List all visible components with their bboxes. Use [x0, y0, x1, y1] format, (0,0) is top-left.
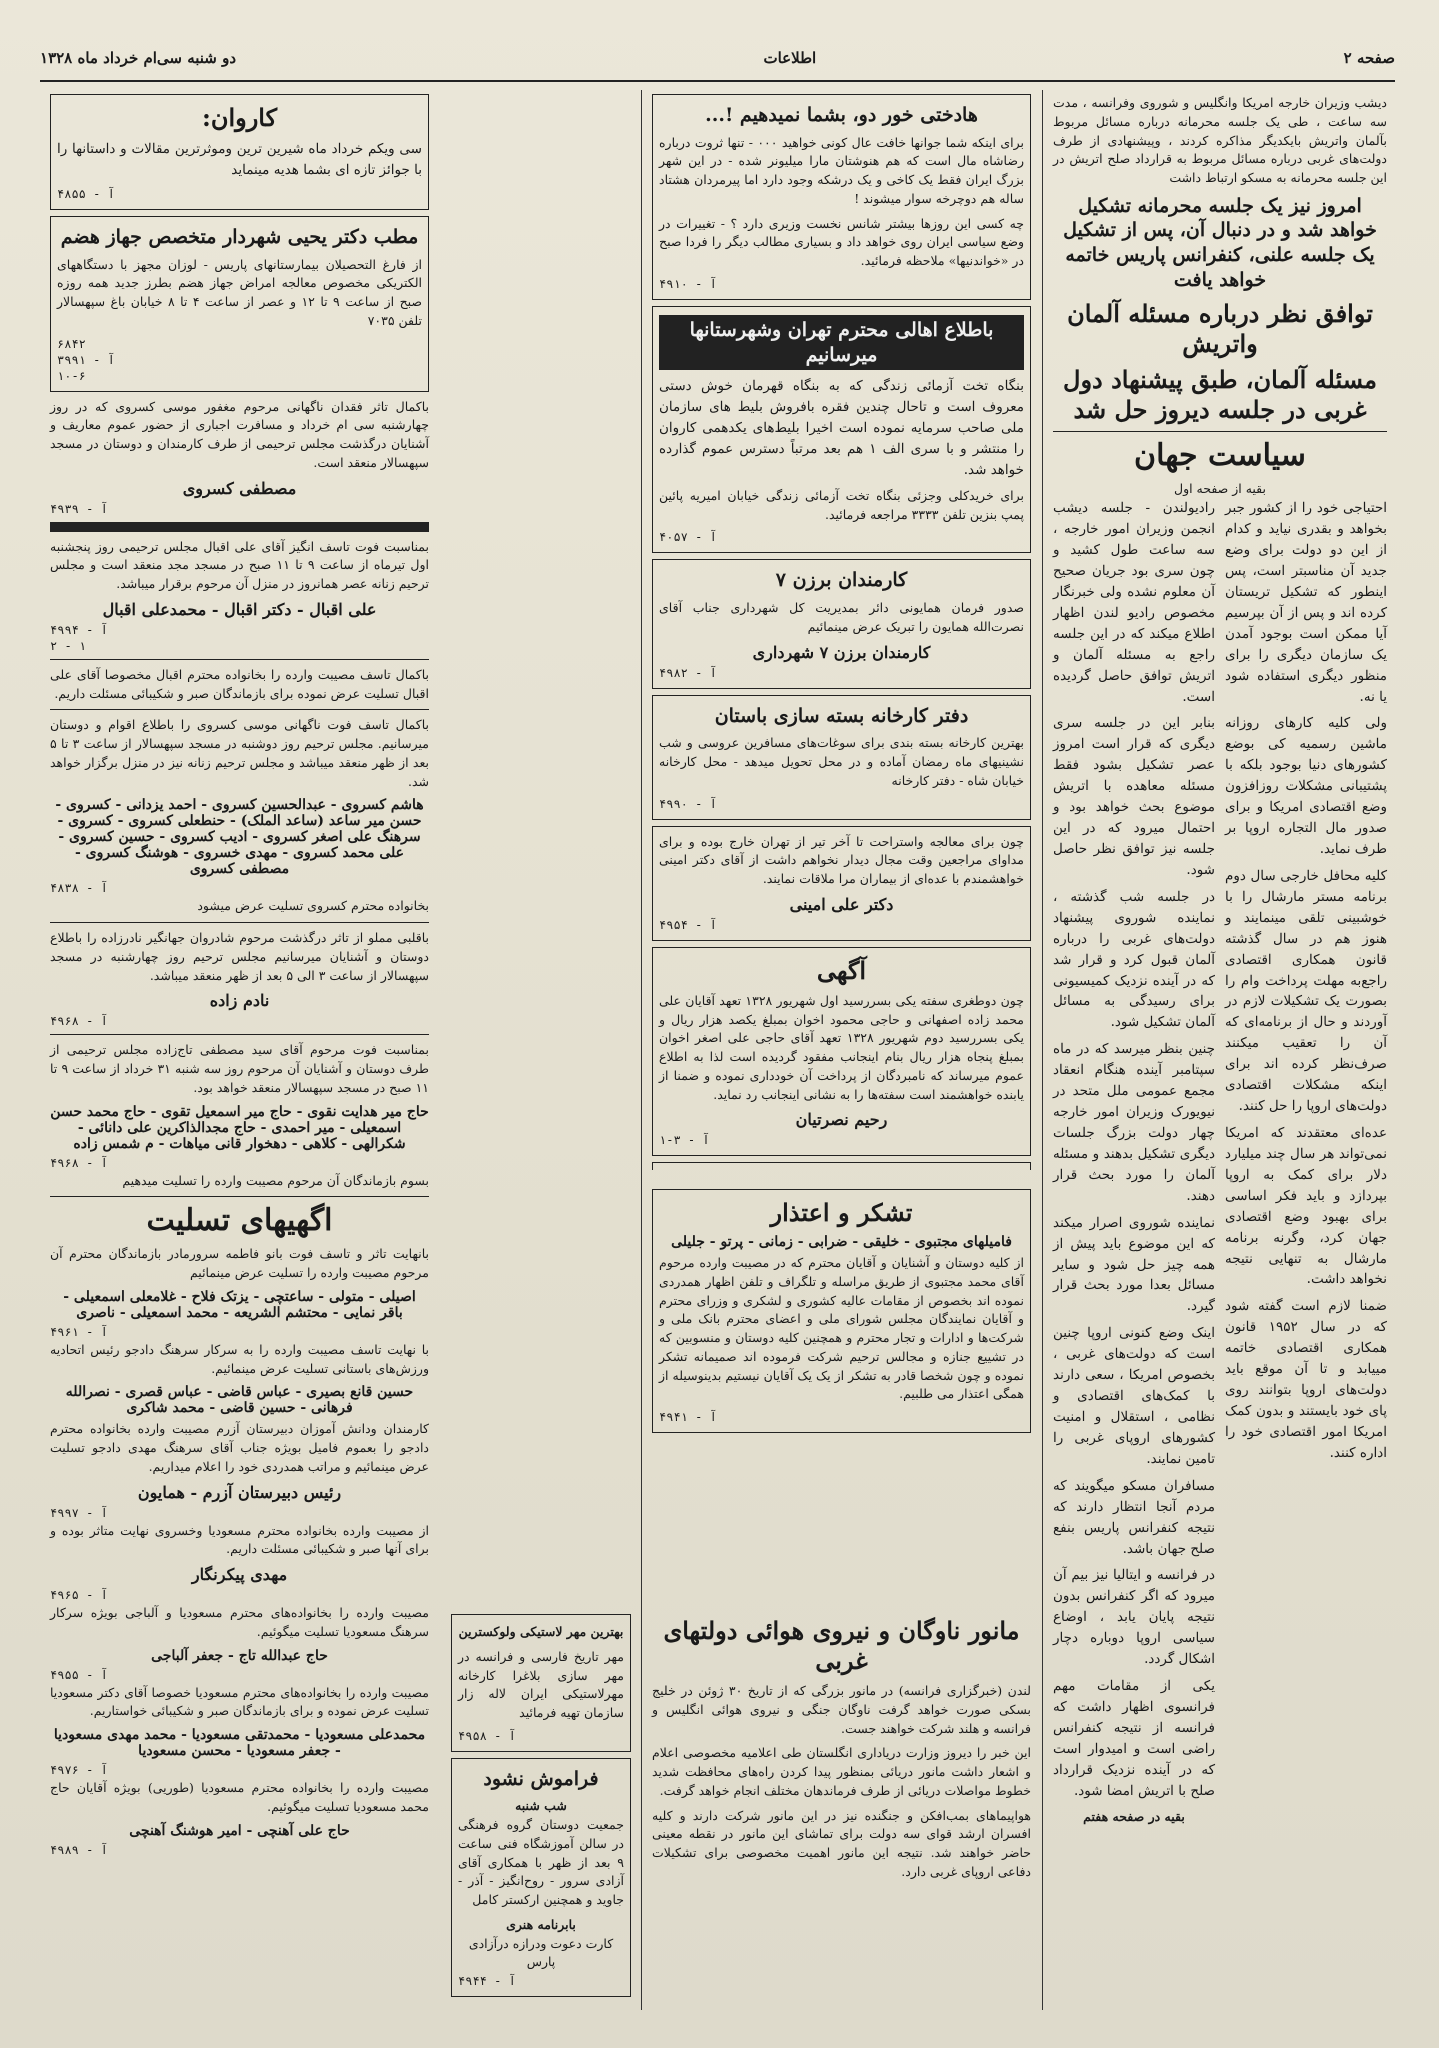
karevan-title: کاروان: [201, 103, 278, 132]
condolence-text: با نهایت تاسف مصیبت وارده را به سرکار سرهنگ دادجو رئیس اتحادیه ورزش‌های باستانی تسلیت عرض مینمائیم. [50, 1341, 429, 1376]
ad-code: آ - ۴۹۵۸ [458, 1728, 516, 1743]
district-staff-title: کارمندان برزن ۷ [775, 569, 908, 592]
thanks-text: از کلیه دوستان و آشنایان و آقایان محترم که در مصیبت وارده مرحوم آقای محمد مجتبوی از طریق مراسله و تلگراف و تلفن اظهار همدردی نموده اند بخصوص از مقامات عالیه کشوری و لشکری و وزرای محترم و آقایان نمایندگان مجلس شورای ملی و اعضای محترم بانک ملی و شرکت‌ها و ادارات و تجار محترم و همچنین کلیه دوستان و منسوبین که در تشییع جنازه و مجالس ترحیم شرکت فرموده اند صمیمانه تشکر نموده و چون شخصا قادر به تشکر از یک یک آقایان نیستیم بدینوسیله از همگی اعتذار می طلبیم. [659, 1255, 1024, 1402]
karevan-text: سی ویکم خرداد ماه شیرین ترین وموثرترین مقالات و داستانها را با جوائز تازه ای بشما هدیه مینماید [57, 141, 422, 178]
event-title: فراموش نشود [483, 1767, 599, 1790]
paper-name: اطلاعات [763, 49, 817, 67]
obituary-names: حاج میر هدایت نقوی - حاج میر اسمعیل تقوی - حاج محمد حسن اسمعیلی - میر احمدی - حاج مجدالذاکرین علی دانائی - شکرالهی - کلاهی - دهخوار قانی میاهات - م شمس زاده [50, 1103, 429, 1152]
condolence-signature: رئیس دبیرستان آزرم - همایون [137, 1482, 342, 1502]
ad-code: آ - ۴۹۷۶ [50, 1763, 108, 1778]
issue-date: دو شنبه سی‌ام خرداد ماه ۱۳۲۸ [40, 49, 237, 67]
karevan-ad [50, 94, 429, 210]
column-divider [1042, 90, 1043, 2010]
condolence-text: مصیبت وارده را بخانواده‌های محترم مسعودیا خصوصا آقای دکتر مسعودیا تسلیت عرض نموده و برای بازماندگان صبر و شکیبائی خواستاریم. [50, 1684, 429, 1719]
black-divider [50, 522, 429, 532]
doctor-signature: دکتر علی امینی [789, 894, 894, 914]
obituary-text: بمناسبت فوت تاسف انگیز آقای علی اقبال مجلس ترحیمی روز پنجشنبه اول تیرماه از ساعت ۹ تا ۱۱ صبح در مسجد مجد منعقد است و مجلس ترحیم زنانه عصر همانروز در منزل آن مرحوم برقرار میباشد. [50, 538, 429, 592]
maneuver-paragraph: هواپیماهای بمب‌افکن و جنگنده نیز در این مانور شرکت دارند و کلیه افسران ارشد قوای سه دولت برای تماشای این مانور در نقطه معینی حاضر خواهند شد. نتیجه این مانور اهمیت مخصوصی برای تشکیلات دفاعی اروپای غربی دارد. [652, 1807, 1031, 1879]
obituary-names: هاشم کسروی - عبدالحسین کسروی - احمد یزدانی - کسروی - حسن میر ساعد (ساعد الملک) - حنطعلی کسروی - کسروی - سرهنگ علی اصغر کسروی - ادیب کسروی - حسین کسروی - علی محمد کسروی - مهدی خسروی - هوشنگ کسروی - مصطفی کسروی [55, 797, 424, 878]
obituary-text: باکمال تاسف مصیبت وارده را بخانواده محترم اقبال مخصوصا آقای علی اقبال تسلیت عرض نموده برای بازماندگان صبر و شکیبائی مسئلت داریم. [50, 666, 429, 701]
condolence-names: حاج علی آهنچی - امیر هوشنگ آهنچی [129, 1822, 350, 1839]
notaries-notice [652, 1162, 1031, 1170]
notice-text: چون دوطغری سفته یکی بسررسید اول شهریور ۱۳۲۸ تعهد آقایان علی محمد زاده اصفهانی و حاجی محمود اخوان بمبلغ یکصد هزار ریال و یکی بسررسید دوم شهریور ۱۳۲۸ تعهد آقای حاجی علی اصغر اخوان بمبلغ پنجاه هزار ریال بنام اینجانب مفقود گردیده است لذا به اطلاع عموم میرساند که نامبردگان از پرداخت آن خودداری نموده و ضمنا از یابنده خواهشمند است سفته‌ها را به نشانی اینجانب رد نماید. [659, 992, 1025, 1102]
article-paragraph: عده‌ای معتقدند که امریکا نمی‌تواند هر سال چند میلیارد دلار برای کمک به اروپا بپردازد و باید فکر اساسی برای بهبود وضع اقتصادی جهان کرد، وگرنه برنامه مارشال به تنهایی نتیجه نخواهد داشت. [1225, 1124, 1387, 1288]
obituary-text: باکمال تاثر فقدان ناگهانی مرحوم مغفور موسی کسروی که در روز چهارشنبه سی ام خرداد و مسافرت اجباری از حضور عموم معاریف و آشنایان درگذشت مجلس ترحیمی از طرف کارمندان و دوستان در مسجد سپهسالار منعقد است. [50, 398, 429, 470]
article-paragraph: اینک وضع کنونی اروپا چنین است که دولت‌های غربی ، بخصوص امریکا ، سعی دارند با کمک‌های اقتصادی و نظامی ، استقلال و امنیت کشورهای اروپای غربی را تامین نمایند. [1053, 1325, 1215, 1467]
district-staff-text: صدور فرمان همایونی دائر بمدیریت کل شهرداری جناب آقای نصرت‌الله همایون را تبریک عرض مینمائیم [659, 600, 1024, 634]
thanks-families: فامیلهای مجتبوی - خلیقی - ضرابی - زمانی - پرتو - جلیلی [671, 1234, 1012, 1250]
district-staff-signature: کارمندان برزن ۷ شهرداری [752, 642, 931, 662]
ad-code: آ - ۴۹۵۴ [659, 917, 717, 932]
maneuver-article [644, 1610, 1039, 2010]
packaging-factory-ad [652, 695, 1031, 820]
condolences-title: اگهیهای تسلیت [146, 1203, 333, 1239]
condolence-names: اصیلی - متولی - ساعتچی - یزتک فلاح - غلامعلی اسمعیلی - باقر نمایی - محتشم الشریعه - محمد اسمعیلی - ناصری [63, 1288, 416, 1321]
event-text: جمعیت دوستان گروه فرهنگی در سالن آموزشگاه فنی ساعت ۹ بعد از ظهر با همکاری آقای آزادی سرور - روح‌انگیز - آذر - جاوید و همچنین ارکستر کامل [458, 1817, 624, 1908]
doctor-notice [652, 826, 1031, 941]
lost-notice [652, 947, 1031, 1157]
obituary-text: باقلبی مملو از تاثر درگذشت مرحوم شادروان جهانگیر نادرزاده را باطلاع دوستان و آشنایان میرسانیم مجلس ترحیم روز چهارشنبه در مسجد سپهسالار از ساعت ۳ الی ۵ بعد از ظهر منعقد میباشد. [50, 930, 429, 983]
maneuver-paragraph: لندن (خبرگزاری فرانسه) در مانور بزرگی که از تاریخ ۳۰ ژوئن در خلیج بسکی صورت خواهد گرفت ناوگان جنگی و نیروی هوائی انگلیس و فرانسه و هلند شرکت خواهند جست. [652, 1683, 1031, 1736]
stamp-text: مهر تاریخ فارسی و فرانسه در مهر سازی بلاغرا کارخانه مهرلاستیکی ایران لاله زار سازمان تهیه فرمائید [458, 1648, 624, 1720]
lottery-ad-sub: برای خریدکلی وجزئی بنگاه تخت آزمائی زندگی خیابان امیریه پائین پمپ بنزین تلفن ۳۳۳۳ مراجعه فرمائید. [659, 487, 1024, 522]
section-title: سیاست جهان [1134, 437, 1306, 473]
world-politics-column [1045, 90, 1395, 2010]
divider [50, 922, 429, 923]
condolence-text: کارمندان ودانش آموزان دبیرستان آزرم مصیبت وارده بخانواده محترم دادجو را بعموم فامیل بویژه جناب آقای سرهنگ مهدی دادجو تسلیت عرض مینمائیم و مراتب همدردی خود را اعلام میداریم. [50, 1421, 429, 1474]
divider [50, 709, 429, 710]
ad-code: آ - ۴۹۹۰ [659, 796, 717, 811]
obituary-text: باکمال تاسف فوت ناگهانی موسی کسروی را باطلاع اقوام و دوستان میرسانیم. مجلس ترحیم روز دوشنبه در مسجد سپهسالار از ساعت ۳ تا ۵ بعد از ظهر منعقد میباشد و مجلس ترحیم زنانه نیز در منزل برگزار خواهد شد. [50, 717, 430, 789]
condolence-text: مصیبت وارده را بخانواده‌های محترم مسعودیا و آلباجی بویژه سرکار سرهنگ مسعودیا تسلیت میگوئیم. [50, 1605, 429, 1639]
article-paragraph: ضمنا لازم است گفته شود که در سال ۱۹۵۲ قانون همکاری اقتصادی خاتمه مییابد و تا آن موقع باید دولت‌های اروپا بتوانند روی پای خود بایستند و بدون کمک امریکا امور اقتصادی خود را اداره کنند. [1225, 1298, 1387, 1461]
stamp-title: بهترین مهر لاستیکی ولوکسترین [458, 1624, 624, 1639]
clinic-ad [50, 216, 429, 392]
column-divider [641, 90, 642, 2010]
notice-title: آگهی [816, 955, 867, 985]
thanks-notice [652, 1189, 1031, 1433]
masthead-rule [40, 80, 1395, 82]
ad-code: آ - ۳-۱ [659, 1133, 710, 1148]
factory-title: دفتر کارخانه بسته سازی باستان [714, 704, 969, 727]
notices-column [42, 90, 437, 2010]
ad-code: آ - ۴۹۸۹ [50, 1842, 108, 1857]
ad-code: ۲ - ۱ [50, 638, 87, 653]
article-paragraph: ولی کلیه کارهای روزانه ماشین رسمیه کی بوضع کشورهای دنیا بوجود بلکه با پشتیبانی مشکلات روزافزون وضع اقتصادی امریکا و برای صدور مال التجاره اروپا بر طرف نماید. [1225, 715, 1387, 857]
ad-code: آ - ۴۹۴۴ [458, 1974, 516, 1989]
obituary-note: بسوم بازماندگان آن مرحوم مصیبت وارده را تسلیت میدهیم [122, 1172, 429, 1188]
ad-code: آ - ۴۹۹۴ [50, 622, 108, 637]
article-paragraph: رادیولندن - جلسه دیشب انجمن وزیران امور خارجه ، سه ساعت طول کشید و چون سری بود جریان صحیح آن معلوم نشده ولی خبرنگار مخصوص رادیو لندن اظهار اطلاع میکند که در این جلسه راجع به مسئله آلمان و اتریش توافق حاصل گردیده است. [1053, 500, 1215, 705]
clinic-phone: ۶۸۴۲ [57, 336, 86, 351]
thanks-title: تشکر و اعتذار [770, 1198, 913, 1227]
ad-code: آ - ۴۹۵۵ [50, 1667, 108, 1682]
ad-code: آ - ۴۸۳۸ [50, 881, 108, 896]
promo-text: برای اینکه شما جوانها خافت عال کونی خواهید ۰۰۰ - تنها ثروت درباره رضاشاه مال است که هم هنوشتان مارا میلیونر شده - در این شهر بزرگ ایران فقط یک کاخی و یک درشکه وجود دارد اما پیرمردان هشتاد ساله هم دوچرخه سوار میشوند ! [659, 134, 1024, 206]
divider [50, 1034, 429, 1035]
event-program: بابرنامه هنری [506, 1916, 576, 1932]
obituary-signature: نادم زاده [209, 991, 270, 1011]
article-paragraph: در فرانسه و ایتالیا نیز بیم آن میرود که اگر کنفرانس بدون نتیجه پایان یابد ، اوضاع سیاسی اروپا دوباره دچار اشکال گردد. [1053, 1567, 1215, 1668]
small-ads-column [443, 1610, 639, 2010]
condolence-names: محمدعلی مسعودیا - محمدتقی مسعودیا - محمد مهدی مسعودیا - جعفر مسعودیا - محسن مسعودیا [53, 1727, 426, 1760]
article-paragraph: چنین بنظر میرسد که در ماه سپتامبر آینده هنگام انعقاد مجمع عمومی ملل متحد در نیویورک وزیران امور خارجه چهار دولت بزرگ جلسات دیگری تشکیل بدهند و مسئله آلمان را مورد بحث قرار دهند. [1053, 1041, 1215, 1204]
clinic-title: مطب دکتر یحیی شهردار متخصص جهاز هضم [60, 225, 419, 248]
article-paragraph: در جلسه شب گذشته ، نماینده شوروی پیشنهاد دولت‌های غربی را درباره آلمان قبول کرد و قرار شد که در آینده نزدیک کمیسیونی برای رسیدگی به مسائل آلمان تشکیل شود. [1053, 888, 1215, 1031]
thanks-block [644, 1185, 1039, 1465]
event-ad [451, 1758, 631, 1997]
divider [50, 659, 429, 660]
lottery-ad-text: بنگاه تخت آزمائی زندگی که به بنگاه قهرمان خوش دستی معروف است و تاحال چندین فقره بافروش بلیط های سازمان ملی صاحب سرمایه نموده است اخیرا بلیط‌های یکدهمی کاروان را منتشر و با سری الف ۱ هم بعد مرتباً دسترس عموم گذارده خواهد شد. [659, 378, 1024, 478]
condolence-names: حسین قانع بصیری - عباس قاضی - عباس قصری - نصرالله فرهانی - حسین قاضی - محمد شاکری [65, 1384, 414, 1417]
continued-note: بقیه در صفحه هفتم [1083, 1808, 1185, 1824]
ad-code: آ - ۴۹۱۰ [659, 276, 717, 291]
event-place: کارت دعوت ودرازه درآزادی پارس [468, 1935, 614, 1970]
stamp-ad [451, 1614, 631, 1752]
obituary-signature: علی اقبال - دکتر اقبال - محمدعلی اقبال [102, 599, 377, 619]
factory-text: بهترین کارخانه بسته بندی برای سوغات‌های مسافرین عروسی و شب نشینیهای ماه رمضان آماده و در محل تحویل میدهد - محل کارخانه خیابان شاه - دفتر کارخانه [659, 735, 1024, 788]
ad-code: آ - ۴۹۴۱ [659, 1410, 717, 1424]
headline-agreement: توافق نظر درباره مسئله آلمان واتریش [1067, 298, 1373, 358]
page-number: صفحه ۲ [1343, 49, 1395, 67]
ad-code: آ - ۴۰۵۷ [659, 530, 717, 545]
section-subtitle: بقیه از صفحه اول [1173, 480, 1266, 496]
condolence-text: از مصیبت وارده بخانواده محترم مسعودیا وخسروی نهایت متاثر بوده و برای آنها صبر و شکیبائی مسئلت داریم. [50, 1522, 429, 1557]
article-paragraph: یکی از مقامات مهم فرانسوی اظهار داشت که فرانسه از نتیجه کنفرانس راضی است و امیدوار است که در آینده نزدیک قرارداد صلح با اتریش امضا شود. [1053, 1678, 1215, 1799]
divider [50, 1196, 429, 1197]
middle-column [644, 90, 1039, 1170]
ad-code: آ - ۴۹۸۲ [659, 665, 717, 680]
ad-code: آ - ۴۹۶۱ [50, 1324, 108, 1339]
obituary-note: بخانواده محترم کسروی تسلیت عرض میشود [197, 898, 429, 914]
lottery-ad [652, 306, 1031, 553]
ad-code: آ - ۴۹۶۸ [50, 1155, 108, 1170]
event-day: شب شنبه [515, 1798, 567, 1814]
promo-title: هادختی خور دو، بشما نمیدهیم !... [705, 104, 978, 126]
maneuver-headline: مانور ناوگان و نیروی هوائی دولتهای غربی [663, 1616, 1020, 1675]
article-col-b [1053, 498, 1215, 1832]
obituary-text: بمناسبت فوت مرحوم آقای سید مصطفی تاج‌زاده مجلس ترحیمی از طرف دوستان و آشنایان آن مرحوم روز سه شنبه ۳۱ خرداد از ساعت ۹ تا ۱۱ صبح در مسجد سپهسالار منعقد خواهد بود. [50, 1042, 429, 1095]
ad-code: آ - ۴۹۳۹ [50, 501, 108, 516]
article-paragraph: نماینده شوروی اصرار میکند که این موضوع باید پیش از همه چیز حل شود و سایر مسائل بعدا مورد بحث قرار گیرد. [1053, 1214, 1215, 1315]
ad-code: آ - ۴۸۵۵ [57, 186, 115, 201]
lead-paragraph: دیشب وزیران خارجه امریکا وانگلیس و شوروی وفرانسه ، مدت سه ساعت ، طی یک جلسه محرمانه درباره مسائل مربوط بآلمان واتریش بایکدیگر مذاکره کردند ، وپیشنهادی از طرف دولت‌های غربی درباره مسائل مربوط به قرارداد صلح اتریش در این جلسه محرمانه به مسکو ارتباط داشت [1053, 95, 1387, 185]
condolence-signature: مهدی پیکرنگار [191, 1565, 288, 1585]
doctor-text: چون برای معالجه واستراحت تا آخر تیر از تهران خارج بوده و برای مداوای مراجعین وقت مجال دیدار نخواهم داشت از آقای دکتر امینی خواهشمندم با عده‌ای از بیماران مرا ملاقات نمایند. [659, 833, 1024, 887]
ad-code: آ - ۴۹۶۸ [50, 1014, 108, 1029]
maneuver-paragraph: این خبر را دیروز وزارت دریاداری انگلستان طی اعلامیه مخصوصی اعلام و اشعار داشت مانور دریائی بمنظور پیدا کردن راه‌های محافظت شدید خطوط مواصلات دریائی از طرف فرماندهان مختلف انجام خواهد گرفت. [652, 1745, 1031, 1798]
condolence-text: مصیبت وارده را بخانواده محترم مسعودیا (طوریی) بویژه آقایان حاج محمد مسعودیا تسلیت میگوئیم. [50, 1780, 429, 1814]
khandaniha-promo [652, 94, 1031, 300]
masthead [40, 38, 1395, 78]
article-paragraph: کلیه محافل خارجی سال دوم برنامه مستر مارشال را با خوشبینی تلقی مینمایند و هنوز هم در سال گذشته قانون همکاری اقتصادی راجع‌به مهلت پرداخت وام را بصورت یک تشکیلات لازم در آوردند و حال از برنامه‌ای که آن را تعقیب میکنند صرف‌نظر کرده اند برای اینکه مشکلات اقتصادی دولت‌های اروپا را حل کنند. [1225, 867, 1387, 1115]
ad-code: آ - ۳۹۹۱ [57, 352, 115, 367]
lottery-ad-title: باطلاع اهالی محترم تهران وشهرستانها میرسانیم [659, 315, 1024, 370]
article-col-a [1225, 498, 1387, 1832]
promo-text: چه کسی این روزها بیشتر شانس نخست وزیری دارد ؟ - تغییرات در وضع سیاسی ایران روی خواهد داد و بسیاری مطالب دیگر را فردا صبح در «خواندنیها» ملاحظه فرمائید. [659, 215, 1024, 269]
condolence-text: بانهایت تاثر و تاسف فوت بانو فاطمه سرورمادر بازماندگان محترم آن مرحوم مصیبت وارده را تسلیت عرض مینمائیم [50, 1246, 429, 1281]
headline-session: امروز نیز یک جلسه محرمانه تشکیل خواهد شد و در دنبال آن، پس از تشکیل یک جلسه علنی، کنفرانس پاریس خاتمه خواهد یافت [1063, 194, 1377, 291]
condolence-names: حاج عبدالله تاج - جعفر آلباجی [151, 1647, 328, 1664]
headline-resolved: مسئله آلمان، طبق پیشنهاد دول غربی در جلسه دیروز حل شد [1063, 364, 1377, 424]
notice-signature: رحیم نصرتیان [795, 1110, 888, 1130]
section-divider [1053, 431, 1387, 432]
article-paragraph: احتیاجی خود را از کشور جبر بخواهد و بقدری نیاید و کدام از این دو دولت برای وضع جدید آن مناسبتر است، پس اینطور که تشکیل تریستان کرده اند و پس از آن بپرسیم آیا ممکن است بوجود آمدن یک سازمان دیگری را برای منظور دیگری استفاده شود یا نه. [1225, 500, 1387, 705]
article-paragraph: بنابر این در جلسه سری دیگری که قرار است امروز عصر تشکیل بشود فقط مسئله معاهده با اتریش موضوع بحث خواهد بود و احتمال میرود که در این جلسه نیز توافق نظر حاصل شود. [1053, 715, 1215, 878]
article-paragraph: مسافران مسکو میگویند که مردم آنجا انتظار دارند که نتیجه کنفرانس پاریس بنفع صلح جهان باشد. [1053, 1477, 1215, 1557]
ad-code: آ - ۴۹۶۵ [50, 1588, 108, 1603]
district-staff-ad [652, 559, 1031, 688]
obituary-signature: مصطفی کسروی [182, 478, 297, 498]
article-columns [1053, 498, 1387, 1832]
ad-code: آ - ۴۹۹۷ [50, 1505, 108, 1520]
clinic-text: از فارغ التحصیلان بیمارستانهای پاریس - لوزان مجهز با دستگاههای الکتریکی مخصوص معالجه امراض جهاز هضم بطرز جدید همه روزه صبح از ساعت ۹ تا ۱۲ و عصر از ساعت ۴ تا ۸ خیابان باغ سپهسالار تلفن ۷۰۳۵ [57, 256, 423, 328]
ad-code: ۱۰-۶ [57, 368, 86, 383]
